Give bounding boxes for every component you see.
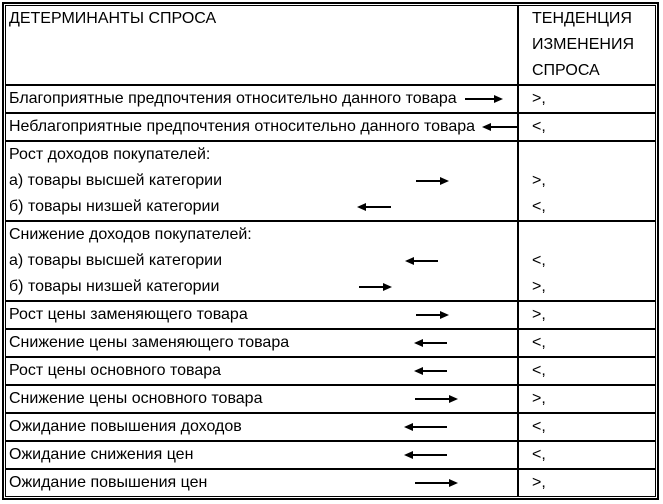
tendency-cell xyxy=(518,85,656,113)
right-arrow-icon xyxy=(415,398,456,400)
tendency-cell xyxy=(518,301,656,329)
tendency-cell xyxy=(518,113,656,141)
tendency-cell xyxy=(518,469,656,497)
determinant-label: Неблагоприятные предпочтения относительно данного товара xyxy=(9,118,476,135)
determinant-label: Рост цены заменяющего товара xyxy=(9,306,248,323)
determinant-label: Рост доходов покупателей: xyxy=(9,146,211,163)
header-tendency-cell xyxy=(518,5,656,85)
tendency-value xyxy=(519,142,655,168)
tendency-value: >, xyxy=(532,306,546,323)
tendency-cell xyxy=(518,329,656,357)
left-arrow-icon xyxy=(416,370,447,372)
right-arrow-icon xyxy=(415,482,456,484)
table-row xyxy=(5,85,656,113)
tendency-cell xyxy=(518,141,656,221)
determinant-label: Снижение цены основного товара xyxy=(9,390,263,407)
table-row xyxy=(5,221,656,301)
tendency-cell xyxy=(518,413,656,441)
right-arrow-icon xyxy=(416,180,447,182)
determinant-label: Ожидание повышения доходов xyxy=(9,418,242,435)
tendency-value: <, xyxy=(532,334,546,351)
table-row xyxy=(5,141,656,221)
tendency-value: >, xyxy=(532,172,546,189)
tendency-value xyxy=(519,222,655,248)
right-arrow-icon xyxy=(465,98,501,100)
determinant-cell xyxy=(5,441,518,469)
determinant-label: б) товары низшей категории xyxy=(9,278,220,295)
left-arrow-icon xyxy=(406,426,447,428)
determinant-label: Благоприятные предпочтения относительно данного товара xyxy=(9,90,457,107)
determinant-cell xyxy=(5,413,518,441)
header-row xyxy=(5,5,656,85)
tendency-value: <, xyxy=(532,418,546,435)
left-arrow-icon xyxy=(407,260,438,262)
tendency-value: >, xyxy=(532,390,546,407)
determinant-cell xyxy=(5,385,518,413)
tendency-cell xyxy=(518,441,656,469)
demand-determinants-table xyxy=(5,5,656,497)
left-arrow-icon xyxy=(416,342,447,344)
tendency-value: >, xyxy=(532,278,546,295)
determinant-label: а) товары высшей категории xyxy=(9,172,222,189)
determinant-cell xyxy=(5,329,518,357)
determinant-label: Ожидание повышения цен xyxy=(9,474,208,491)
tendency-value: >, xyxy=(532,474,546,491)
determinant-label: Ожидание снижения цен xyxy=(9,446,194,463)
determinant-cell xyxy=(5,141,518,221)
determinant-label: Рост цены основного товара xyxy=(9,362,222,379)
determinant-cell xyxy=(5,469,518,497)
tendency-cell xyxy=(518,221,656,301)
determinant-label: а) товары высшей категории xyxy=(9,252,222,269)
right-arrow-icon xyxy=(416,314,447,316)
tendency-cell xyxy=(518,357,656,385)
determinant-cell xyxy=(5,357,518,385)
determinant-label: Снижение цены заменяющего товара xyxy=(9,334,290,351)
determinant-cell xyxy=(5,221,518,301)
table-row xyxy=(5,357,656,385)
table-row xyxy=(5,301,656,329)
determinant-label: Снижение доходов покупателей: xyxy=(9,226,252,243)
table-row xyxy=(5,385,656,413)
table-row xyxy=(5,413,656,441)
tendency-value: <, xyxy=(532,362,546,379)
header-tendency-line-1: ТЕНДЕНЦИЯ xyxy=(532,10,632,27)
tendency-value: <, xyxy=(532,446,546,463)
header-determinants-label: ДЕТЕРМИНАНТЫ СПРОСА xyxy=(9,10,217,27)
table-row xyxy=(5,329,656,357)
header-tendency-line-3: СПРОСА xyxy=(532,62,600,79)
tendency-value: <, xyxy=(532,118,546,135)
header-tendency-line-2: ИЗМЕНЕНИЯ xyxy=(532,36,634,53)
header-determinants-cell xyxy=(5,5,518,85)
right-arrow-icon xyxy=(359,286,390,288)
tendency-cell xyxy=(518,385,656,413)
left-arrow-icon xyxy=(359,206,391,208)
determinant-cell xyxy=(5,85,518,113)
determinant-cell xyxy=(5,301,518,329)
table-row xyxy=(5,469,656,497)
tendency-value: >, xyxy=(532,90,546,107)
tendency-value: <, xyxy=(532,198,546,215)
tendency-value: <, xyxy=(532,252,546,269)
left-arrow-icon xyxy=(406,454,447,456)
demand-table-frame xyxy=(2,2,659,500)
table-row xyxy=(5,113,656,141)
determinant-label: б) товары низшей категории xyxy=(9,198,220,215)
left-arrow-icon xyxy=(484,126,517,128)
table-row xyxy=(5,441,656,469)
determinant-cell xyxy=(5,113,518,141)
